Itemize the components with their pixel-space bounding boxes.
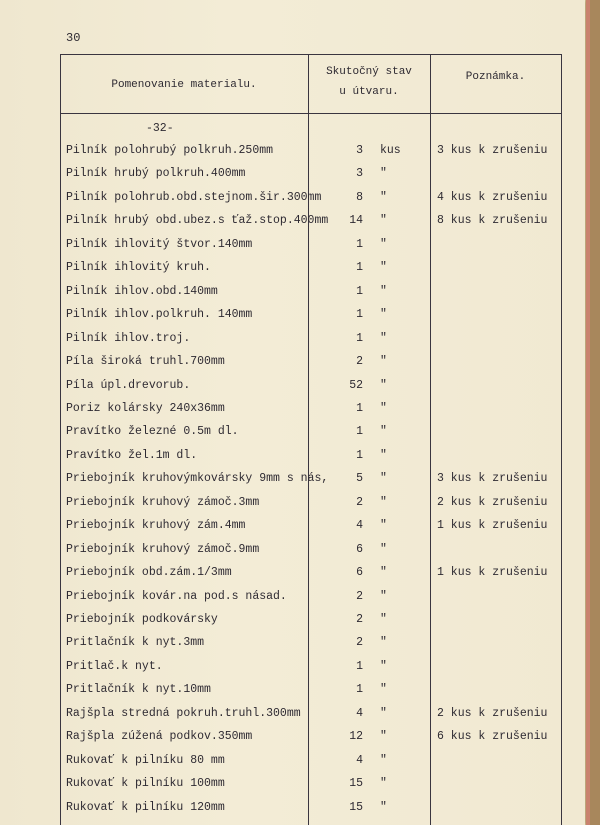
material-name: Rukovať k pilníku 120mm: [66, 801, 225, 814]
quantity: 6: [356, 543, 363, 556]
column-header-stock: Skutočný stav: [326, 66, 412, 78]
quantity: 15: [349, 801, 363, 814]
quantity: 3: [356, 144, 363, 157]
column-header-material: Pomenovanie materialu.: [111, 79, 257, 91]
table-row: [0, 707, 585, 727]
quantity: 3: [356, 167, 363, 180]
material-name: Pritlačník k nyt.3mm: [66, 636, 205, 649]
quantity: 4: [356, 754, 363, 767]
material-name: Priebojník kruhový zámoč.9mm: [66, 543, 260, 556]
unit: ": [380, 801, 387, 814]
table-row: [0, 425, 585, 445]
table-row: [0, 449, 585, 469]
quantity: 1: [356, 402, 363, 415]
table-row: [0, 660, 585, 680]
material-name: Rukovať k pilníku 100mm: [66, 777, 225, 790]
table-row: [0, 238, 585, 258]
unit: ": [380, 472, 387, 485]
material-name: Pilník hrubý obd.ubez.s ťaž.stop.400mm: [66, 214, 329, 227]
quantity: 1: [356, 238, 363, 251]
quantity: 52: [349, 379, 363, 392]
table-row: [0, 402, 585, 422]
material-name: Pilník polohrubý polkruh.250mm: [66, 144, 274, 157]
quantity: 1: [356, 332, 363, 345]
unit: ": [380, 777, 387, 790]
note: 1 kus k zrušeniu: [437, 519, 548, 532]
unit: ": [380, 730, 387, 743]
unit: ": [380, 332, 387, 345]
quantity: 1: [356, 660, 363, 673]
material-name: Priebojník kruhový zám.4mm: [66, 519, 246, 532]
note: 8 kus k zrušeniu: [437, 214, 548, 227]
quantity: 8: [356, 191, 363, 204]
quantity: 12: [349, 730, 363, 743]
note: 4 kus k zrušeniu: [437, 191, 548, 204]
table-row: [0, 308, 585, 328]
material-name: Pilník hrubý polkruh.400mm: [66, 167, 246, 180]
table-row: [0, 519, 585, 539]
table-row: [0, 261, 585, 281]
quantity: 1: [356, 261, 363, 274]
column-header-stock-sub: u útvaru.: [339, 86, 399, 98]
unit: kus: [380, 144, 401, 157]
unit: ": [380, 707, 387, 720]
material-name: Rajšpla zúžená podkov.350mm: [66, 730, 253, 743]
unit: ": [380, 566, 387, 579]
note: 3 kus k zrušeniu: [437, 472, 548, 485]
table-row: [0, 754, 585, 774]
table-row: [0, 683, 585, 703]
unit: ": [380, 238, 387, 251]
unit: ": [380, 214, 387, 227]
unit: ": [380, 543, 387, 556]
page-number: 30: [66, 31, 81, 45]
unit: ": [380, 519, 387, 532]
table-row: [0, 590, 585, 610]
unit: ": [380, 683, 387, 696]
quantity: 2: [356, 590, 363, 603]
quantity: 14: [349, 214, 363, 227]
quantity: 15: [349, 777, 363, 790]
header-rule: [60, 113, 562, 114]
table-row: [0, 777, 585, 797]
table-row: [0, 472, 585, 492]
unit: ": [380, 167, 387, 180]
material-name: Rajšpla stredná pokruh.truhl.300mm: [66, 707, 301, 720]
section-label: -32-: [146, 122, 174, 135]
table-row: [0, 191, 585, 211]
table-row: [0, 613, 585, 633]
quantity: 2: [356, 636, 363, 649]
table-row: [0, 496, 585, 516]
material-name: Pravítko železné 0.5m dl.: [66, 425, 239, 438]
unit: ": [380, 285, 387, 298]
table-row: [0, 566, 585, 586]
note: 6 kus k zrušeniu: [437, 730, 548, 743]
material-name: Pilník ihlov.troj.: [66, 332, 191, 345]
column-header-note: Poznámka.: [465, 71, 526, 83]
unit: ": [380, 636, 387, 649]
material-name: Píla úpl.drevorub.: [66, 379, 191, 392]
quantity: 2: [356, 613, 363, 626]
material-name: Priebojník kruhový zámoč.3mm: [66, 496, 260, 509]
material-name: Pritlačník k nyt.10mm: [66, 683, 211, 696]
unit: ": [380, 261, 387, 274]
table-row: [0, 379, 585, 399]
unit: ": [380, 308, 387, 321]
table-row: [0, 543, 585, 563]
material-name: Priebojník kovár.na pod.s násad.: [66, 590, 287, 603]
note: 3 kus k zrušeniu: [437, 144, 548, 157]
material-name: Pilník ihlov.polkruh. 140mm: [66, 308, 253, 321]
table-row: [0, 167, 585, 187]
page-edge-shadow: [590, 0, 600, 825]
material-name: Rukovať k pilníku 80 mm: [66, 754, 225, 767]
material-name: Poriz kolársky 240x36mm: [66, 402, 225, 415]
quantity: 4: [356, 707, 363, 720]
table-row: [0, 355, 585, 375]
material-name: Priebojník kruhovýmkovársky 9mm s nás,: [66, 472, 329, 485]
table-row: [0, 801, 585, 821]
table-top-rule: [60, 54, 562, 55]
unit: ": [380, 191, 387, 204]
unit: ": [380, 496, 387, 509]
note: 2 kus k zrušeniu: [437, 496, 548, 509]
unit: ": [380, 590, 387, 603]
material-name: Píla široká truhl.700mm: [66, 355, 225, 368]
table-row: [0, 730, 585, 750]
unit: ": [380, 402, 387, 415]
material-name: Priebojník podkovársky: [66, 613, 218, 626]
unit: ": [380, 355, 387, 368]
note: 2 kus k zrušeniu: [437, 707, 548, 720]
material-name: Pilník polohrub.obd.stejnom.šir.300mm: [66, 191, 322, 204]
table-row: [0, 144, 585, 164]
material-name: Priebojník obd.zám.1/3mm: [66, 566, 232, 579]
unit: ": [380, 449, 387, 462]
table-row: [0, 214, 585, 234]
note: 1 kus k zrušeniu: [437, 566, 548, 579]
material-name: Pilník ihlovitý štvor.140mm: [66, 238, 253, 251]
unit: ": [380, 660, 387, 673]
unit: ": [380, 425, 387, 438]
table-row: [0, 332, 585, 352]
quantity: 1: [356, 449, 363, 462]
material-name: Pilník ihlov.obd.140mm: [66, 285, 218, 298]
quantity: 4: [356, 519, 363, 532]
unit: ": [380, 613, 387, 626]
quantity: 5: [356, 472, 363, 485]
quantity: 1: [356, 425, 363, 438]
quantity: 1: [356, 683, 363, 696]
material-name: Pritlač.k nyt.: [66, 660, 163, 673]
material-name: Pravítko žel.1m dl.: [66, 449, 198, 462]
table-row: [0, 285, 585, 305]
quantity: 2: [356, 355, 363, 368]
quantity: 1: [356, 285, 363, 298]
unit: ": [380, 754, 387, 767]
quantity: 6: [356, 566, 363, 579]
quantity: 1: [356, 308, 363, 321]
table-row: [0, 636, 585, 656]
quantity: 2: [356, 496, 363, 509]
unit: ": [380, 379, 387, 392]
material-name: Pilník ihlovitý kruh.: [66, 261, 211, 274]
